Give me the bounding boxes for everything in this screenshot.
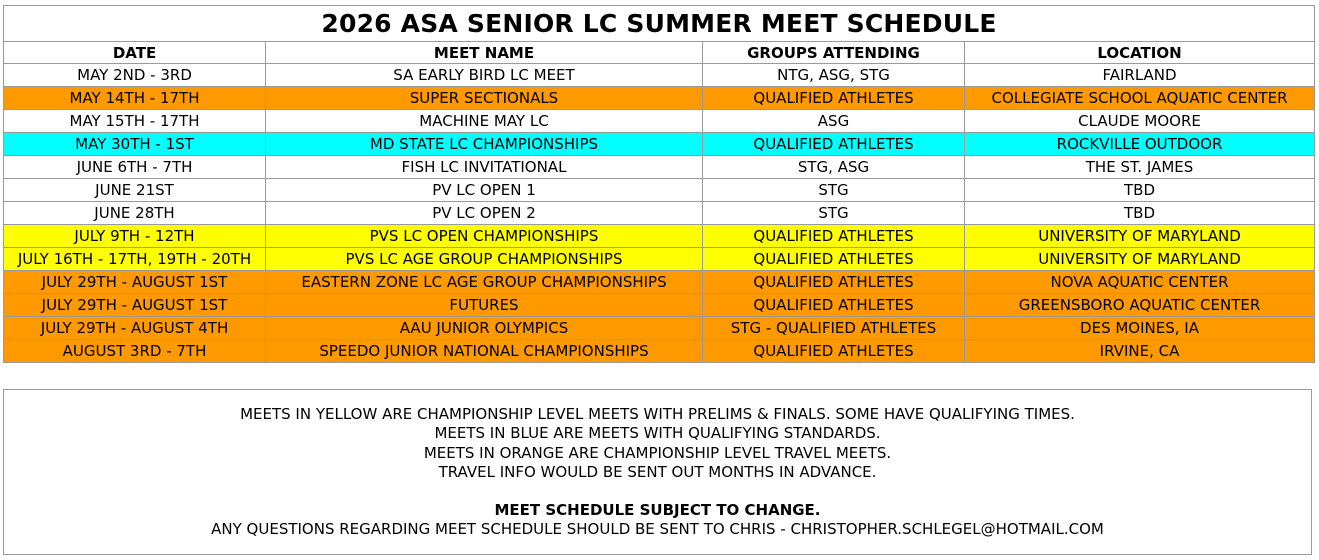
location-cell: GREENSBORO AQUATIC CENTER — [965, 294, 1315, 317]
meet-date-cell: JULY 16TH - 17TH, 19TH - 20TH — [4, 248, 266, 271]
title-row — [4, 6, 1315, 42]
meet-date-cell: JULY 29TH - AUGUST 1ST — [4, 271, 266, 294]
table-row — [4, 294, 1315, 317]
location-cell: TBD — [965, 202, 1315, 225]
note-line: TRAVEL INFO WOULD BE SENT OUT MONTHS IN ADVANCE. — [438, 462, 877, 481]
meet-date-cell: AUGUST 3RD - 7TH — [4, 340, 266, 363]
table-row — [4, 64, 1315, 87]
table-row — [4, 202, 1315, 225]
location-cell: FAIRLAND — [965, 64, 1315, 87]
location-cell: ROCKVILLE OUTDOOR — [965, 133, 1315, 156]
meet-schedule-table — [3, 5, 1315, 363]
column-header-meet-name: MEET NAME — [266, 42, 703, 64]
groups-attending-cell: STG, ASG — [703, 156, 965, 179]
location-cell: DES MOINES, IA — [965, 317, 1315, 340]
location-cell: TBD — [965, 179, 1315, 202]
meet-date-cell: JULY 29TH - AUGUST 4TH — [4, 317, 266, 340]
location-cell: COLLEGIATE SCHOOL AQUATIC CENTER — [965, 87, 1315, 110]
note-line: MEETS IN YELLOW ARE CHAMPIONSHIP LEVEL MEETS WITH PRELIMS & FINALS. SOME HAVE QUALIFYING TIMES. — [240, 405, 1075, 423]
groups-attending-cell: QUALIFIED ATHLETES — [703, 248, 965, 271]
location-cell: UNIVERSITY OF MARYLAND — [965, 248, 1315, 271]
meet-name-cell: SA EARLY BIRD LC MEET — [266, 64, 703, 87]
location-cell: NOVA AQUATIC CENTER — [965, 271, 1315, 294]
table-row — [4, 133, 1315, 156]
column-header-location: LOCATION — [965, 42, 1315, 64]
meet-date-cell: MAY 30TH - 1ST — [4, 133, 266, 156]
meet-date-cell: JULY 29TH - AUGUST 1ST — [4, 294, 266, 317]
table-row — [4, 87, 1315, 110]
meet-name-cell: AAU JUNIOR OLYMPICS — [266, 317, 703, 340]
groups-attending-cell: STG - QUALIFIED ATHLETES — [703, 317, 965, 340]
meet-date-cell: MAY 15TH - 17TH — [4, 110, 266, 133]
table-row — [4, 179, 1315, 202]
header-row — [4, 42, 1315, 64]
location-cell: THE ST. JAMES — [965, 156, 1315, 179]
column-header-date: DATE — [4, 42, 266, 64]
groups-attending-cell: ASG — [703, 110, 965, 133]
table-row — [4, 317, 1315, 340]
groups-attending-cell: QUALIFIED ATHLETES — [703, 225, 965, 248]
groups-attending-cell: NTG, ASG, STG — [703, 64, 965, 87]
table-row — [4, 110, 1315, 133]
groups-attending-cell: QUALIFIED ATHLETES — [703, 294, 965, 317]
groups-attending-cell: QUALIFIED ATHLETES — [703, 340, 965, 363]
meet-name-cell: PV LC OPEN 2 — [266, 202, 703, 225]
meet-date-cell: JULY 9TH - 12TH — [4, 225, 266, 248]
meet-name-cell: PV LC OPEN 1 — [266, 179, 703, 202]
meet-date-cell: MAY 2ND - 3RD — [4, 64, 266, 87]
groups-attending-cell: QUALIFIED ATHLETES — [703, 133, 965, 156]
table-row — [4, 340, 1315, 363]
groups-attending-cell: QUALIFIED ATHLETES — [703, 87, 965, 110]
table-row — [4, 156, 1315, 179]
meet-name-cell: EASTERN ZONE LC AGE GROUP CHAMPIONSHIPS — [266, 271, 703, 294]
location-cell: UNIVERSITY OF MARYLAND — [965, 225, 1315, 248]
column-header-groups-attending: GROUPS ATTENDING — [703, 42, 965, 64]
groups-attending-cell: QUALIFIED ATHLETES — [703, 271, 965, 294]
meet-date-cell: JUNE 28TH — [4, 202, 266, 225]
table-row — [4, 225, 1315, 248]
groups-attending-cell: STG — [703, 179, 965, 202]
schedule-title: 2026 ASA SENIOR LC SUMMER MEET SCHEDULE — [4, 6, 1315, 42]
meet-name-cell: MD STATE LC CHAMPIONSHIPS — [266, 133, 703, 156]
meet-name-cell: SUPER SECTIONALS — [266, 87, 703, 110]
meet-name-cell: MACHINE MAY LC — [266, 110, 703, 133]
contact-line: ANY QUESTIONS REGARDING MEET SCHEDULE SHOULD BE SENT TO CHRIS - CHRISTOPHER.SCHLEGEL@HOTMAIL.COM — [211, 520, 1104, 539]
meet-date-cell: JUNE 6TH - 7TH — [4, 156, 266, 179]
note-line: MEETS IN BLUE ARE MEETS WITH QUALIFYING STANDARDS. — [434, 424, 881, 443]
meet-name-cell: SPEEDO JUNIOR NATIONAL CHAMPIONSHIPS — [266, 340, 703, 363]
note-line: MEETS IN ORANGE ARE CHAMPIONSHIP LEVEL TRAVEL MEETS. — [423, 443, 892, 462]
groups-attending-cell: STG — [703, 202, 965, 225]
meet-date-cell: MAY 14TH - 17TH — [4, 87, 266, 110]
location-cell: CLAUDE MOORE — [965, 110, 1315, 133]
meet-name-cell: FISH LC INVITATIONAL — [266, 156, 703, 179]
meet-name-cell: PVS LC AGE GROUP CHAMPIONSHIPS — [266, 248, 703, 271]
change-notice: MEET SCHEDULE SUBJECT TO CHANGE. — [494, 501, 821, 520]
notes-box — [3, 389, 1312, 555]
meet-date-cell: JUNE 21ST — [4, 179, 266, 202]
table-row — [4, 248, 1315, 271]
meet-rows — [4, 64, 1315, 363]
table-row — [4, 271, 1315, 294]
location-cell: IRVINE, CA — [965, 340, 1315, 363]
meet-name-cell: PVS LC OPEN CHAMPIONSHIPS — [266, 225, 703, 248]
meet-name-cell: FUTURES — [266, 294, 703, 317]
